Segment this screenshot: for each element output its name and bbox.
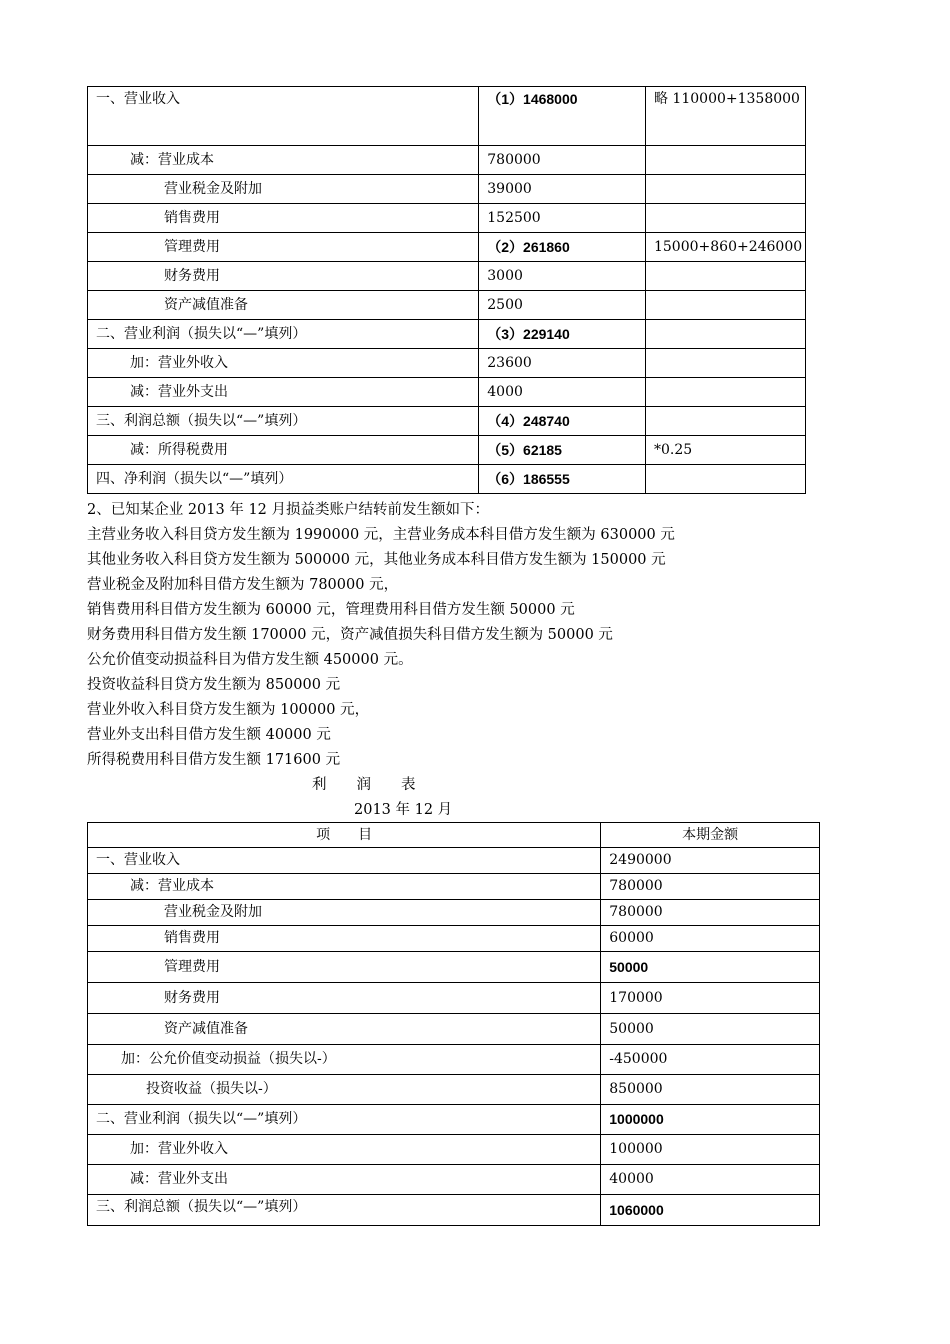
table-row xyxy=(88,262,806,291)
item-cell: 加：公允价值变动损益（损失以-） xyxy=(88,1045,601,1075)
item-cell: 财务费用 xyxy=(88,983,601,1014)
item-cell: 管理费用 xyxy=(88,952,601,983)
item-cell: 四、净利润（损失以“—”填列） xyxy=(88,465,479,494)
amount-cell: （5）62185 xyxy=(479,436,646,465)
amount-cell: 2500 xyxy=(479,291,646,320)
item-cell: 减：营业成本 xyxy=(88,146,479,175)
statement-date: 2013 年 12 月 xyxy=(354,802,453,818)
amount-cell: 850000 xyxy=(601,1075,820,1105)
amount-cell: 4000 xyxy=(479,378,646,407)
item-cell: 营业税金及附加 xyxy=(88,900,601,926)
title-char: 表 xyxy=(401,777,416,793)
problem-line: 其他业务收入科目贷方发生额为 500000 元，其他业务成本科目借方发生额为 150000 元 xyxy=(87,552,666,568)
amount-cell: 39000 xyxy=(479,175,646,204)
table-row xyxy=(88,848,820,874)
table-row xyxy=(88,952,820,983)
note-cell xyxy=(645,204,805,233)
amount-cell: 50000 xyxy=(601,1014,820,1045)
note-cell xyxy=(645,349,805,378)
amount-cell: 40000 xyxy=(601,1165,820,1195)
amount-cell: -450000 xyxy=(601,1045,820,1075)
problem-line: 财务费用科目借方发生额 170000 元，资产减值损失科目借方发生额为 50000 元 xyxy=(87,627,613,643)
amount-cell: 1060000 xyxy=(601,1195,820,1226)
problem-line: 营业税金及附加科目借方发生额为 780000 元， xyxy=(87,577,399,593)
item-cell: 减：营业外支出 xyxy=(88,1165,601,1195)
table-row xyxy=(88,1075,820,1105)
note-cell: *0.25 xyxy=(645,436,805,465)
item-cell: 减：营业外支出 xyxy=(88,378,479,407)
note-cell xyxy=(645,320,805,349)
table-row xyxy=(88,175,806,204)
problem-line: 营业外支出科目借方发生额 40000 元 xyxy=(87,727,331,743)
table-row xyxy=(88,1105,820,1135)
table-row xyxy=(88,320,806,349)
amount-cell: 1000000 xyxy=(601,1105,820,1135)
amount-cell: 780000 xyxy=(601,874,820,900)
problem-line: 公允价值变动损益科目为借方发生额 450000 元。 xyxy=(87,652,413,668)
item-cell: 二、营业利润（损失以“—”填列） xyxy=(88,1105,601,1135)
problem-line: 投资收益科目贷方发生额为 850000 元 xyxy=(87,677,341,693)
title-char: 利 xyxy=(312,777,327,793)
title-char: 润 xyxy=(356,777,371,793)
table-row xyxy=(88,87,806,146)
table-row xyxy=(88,407,806,436)
amount-cell: 23600 xyxy=(479,349,646,378)
note-cell xyxy=(645,262,805,291)
table-row xyxy=(88,349,806,378)
table-row xyxy=(88,926,820,952)
item-cell: 管理费用 xyxy=(88,233,479,262)
amount-cell: 50000 xyxy=(601,952,820,983)
amount-cell: 2490000 xyxy=(601,848,820,874)
item-cell: 减：营业成本 xyxy=(88,874,601,900)
income-worksheet-table xyxy=(87,86,806,494)
problem-line: 主营业务收入科目贷方发生额为 1990000 元，主营业务成本科目借方发生额为 630000 元 xyxy=(87,527,675,543)
item-cell: 销售费用 xyxy=(88,926,601,952)
column-header-amount: 本期金额 xyxy=(601,823,820,848)
table-row xyxy=(88,983,820,1014)
item-cell: 减：所得税费用 xyxy=(88,436,479,465)
item-cell: 投资收益（损失以-） xyxy=(88,1075,601,1105)
note-cell xyxy=(645,291,805,320)
problem-line: 2、已知某企业 2013 年 12 月损益类账户结转前发生额如下： xyxy=(87,502,490,518)
amount-cell: 780000 xyxy=(479,146,646,175)
table-row xyxy=(88,874,820,900)
table-row xyxy=(88,436,806,465)
amount-cell: 100000 xyxy=(601,1135,820,1165)
note-cell xyxy=(645,407,805,436)
note-cell: 略 110000+1358000 xyxy=(645,87,805,146)
table-row xyxy=(88,1045,820,1075)
amount-cell: 152500 xyxy=(479,204,646,233)
amount-cell: 780000 xyxy=(601,900,820,926)
column-header-item: 项 目 xyxy=(88,823,601,848)
note-cell xyxy=(645,175,805,204)
amount-cell: 170000 xyxy=(601,983,820,1014)
amount-cell: （6）186555 xyxy=(479,465,646,494)
item-cell: 销售费用 xyxy=(88,204,479,233)
item-cell: 一、营业收入 xyxy=(88,87,479,146)
table-row xyxy=(88,1135,820,1165)
table-header-row xyxy=(88,823,820,848)
item-cell: 资产减值准备 xyxy=(88,1014,601,1045)
problem-line: 销售费用科目借方发生额为 60000 元，管理费用科目借方发生额 50000 元 xyxy=(87,602,575,618)
note-cell xyxy=(645,378,805,407)
amount-cell: （4）248740 xyxy=(479,407,646,436)
table-row xyxy=(88,378,806,407)
item-cell: 营业税金及附加 xyxy=(88,175,479,204)
table-row xyxy=(88,146,806,175)
amount-cell: 3000 xyxy=(479,262,646,291)
item-cell: 一、营业收入 xyxy=(88,848,601,874)
amount-cell: （2）261860 xyxy=(479,233,646,262)
note-cell xyxy=(645,465,805,494)
table-row xyxy=(88,1014,820,1045)
item-cell: 三、利润总额（损失以“—”填列） xyxy=(88,407,479,436)
table-row xyxy=(88,900,820,926)
income-statement-table xyxy=(87,822,820,1226)
table-row xyxy=(88,291,806,320)
item-cell: 加：营业外收入 xyxy=(88,1135,601,1165)
table-row xyxy=(88,465,806,494)
note-cell: 15000+860+246000 xyxy=(645,233,805,262)
item-cell: 三、利润总额（损失以“—”填列） xyxy=(88,1195,601,1226)
item-cell: 二、营业利润（损失以“—”填列） xyxy=(88,320,479,349)
item-cell: 加：营业外收入 xyxy=(88,349,479,378)
amount-cell: （3）229140 xyxy=(479,320,646,349)
problem-line: 所得税费用科目借方发生额 171600 元 xyxy=(87,752,341,768)
item-cell: 财务费用 xyxy=(88,262,479,291)
problem-line: 营业外收入科目贷方发生额为 100000 元， xyxy=(87,702,370,718)
statement-title xyxy=(312,773,446,794)
amount-cell: （1）1468000 xyxy=(479,87,646,146)
table-row xyxy=(88,1165,820,1195)
table-row xyxy=(88,204,806,233)
table-row xyxy=(88,1195,820,1226)
table-row xyxy=(88,233,806,262)
amount-cell: 60000 xyxy=(601,926,820,952)
item-cell: 资产减值准备 xyxy=(88,291,479,320)
note-cell xyxy=(645,146,805,175)
